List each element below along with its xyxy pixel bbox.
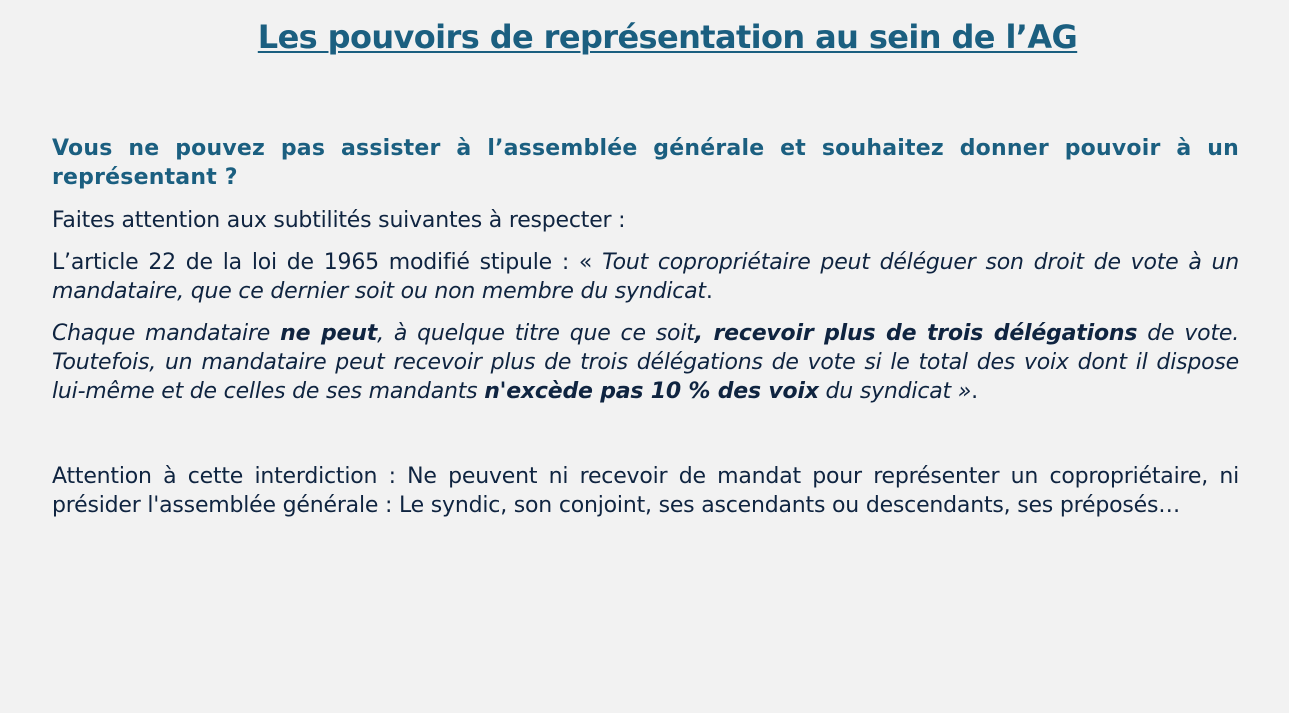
- question-heading: Vous ne pouvez pas assister à l’assemblée générale et souhaitez donner pouvoir à un représentant ?: [52, 136, 1239, 190]
- rule-text-1: Chaque mandataire: [52, 321, 281, 346]
- rule-text-4: du syndicat »: [818, 379, 972, 404]
- article-paragraph: [52, 248, 1239, 306]
- page-title: [0, 16, 1289, 58]
- article-end: .: [705, 279, 713, 304]
- page-title-text: Les pouvoirs de représentation au sein de l’AG: [257, 18, 1078, 56]
- rule-end: .: [971, 379, 978, 404]
- rule-text-2: , à quelque titre que ce soit: [377, 321, 695, 346]
- rule-bold-2: , recevoir plus de trois délégations: [694, 321, 1138, 346]
- rule-text-3: de vote. Toutefois, un mandataire peut recevoir plus de trois délégations de vote si le total des voix dont il dispose lui-même et de celles de ses mandants: [52, 321, 1239, 404]
- rule-paragraph: [52, 319, 1239, 406]
- content-body: [52, 134, 1239, 520]
- article-lead: L’article 22 de la loi de 1965 modifié stipule : «: [52, 250, 603, 275]
- warning-paragraph: Attention à cette interdiction : Ne peuvent ni recevoir de mandat pour représenter un copropriétaire, ni présider l'assemblée générale : Le syndic, son conjoint, ses ascendants ou descendants, ses préposés…: [52, 464, 1239, 518]
- rule-bold-3: n'excède pas 10 % des voix: [484, 379, 819, 404]
- rule-bold-1: ne peut: [280, 321, 378, 346]
- article-quote: Tout copropriétaire peut déléguer son droit de vote à un mandataire, que ce dernier soit ou non membre du syndicat: [52, 250, 1239, 304]
- intro-text: Faites attention aux subtilités suivantes à respecter :: [52, 208, 626, 233]
